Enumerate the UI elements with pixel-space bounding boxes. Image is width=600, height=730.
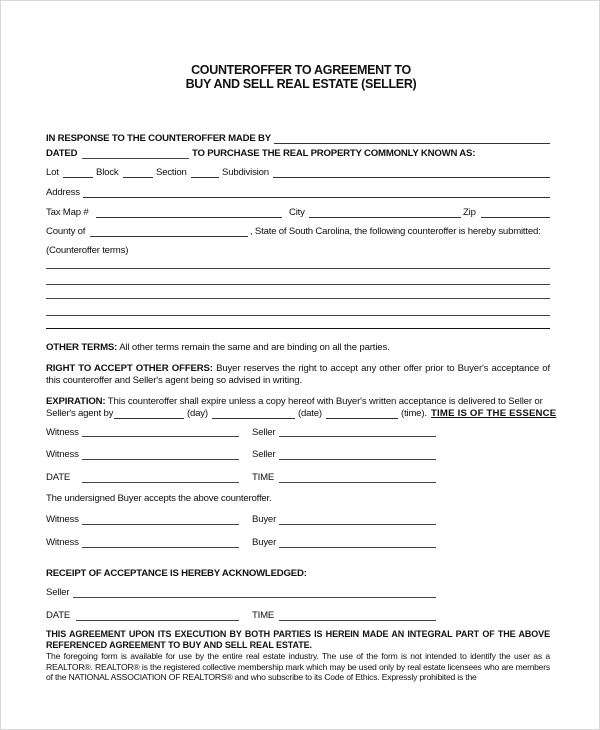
expiration-time-field[interactable] xyxy=(326,418,398,419)
other-terms-paragraph xyxy=(46,342,550,354)
county-label: County of xyxy=(46,226,86,237)
section-label: Section xyxy=(156,167,187,178)
buyer-witness-1-label: Witness xyxy=(46,514,79,525)
seller-date-field[interactable] xyxy=(82,482,239,483)
expiration-agent-by: Seller's agent by xyxy=(46,408,114,419)
block-field[interactable] xyxy=(123,177,153,178)
counteroffer-terms-line-3[interactable] xyxy=(46,298,550,299)
other-terms-text: All other terms remain the same and are binding on all the parties. xyxy=(117,342,390,353)
document-title-line2: BUY AND SELL REAL ESTATE (SELLER) xyxy=(185,77,417,91)
zip-label: Zip xyxy=(463,207,476,218)
witness-2-label: Witness xyxy=(46,449,79,460)
counteroffer-terms-line-1[interactable] xyxy=(46,268,550,269)
subdivision-field[interactable] xyxy=(273,177,550,178)
counteroffer-terms-line-5[interactable] xyxy=(46,328,550,329)
expiration-text: This counteroffer shall expire unless a copy hereof with Buyer's written acceptance is delivered to Seller or xyxy=(105,396,543,407)
lot-label: Lot xyxy=(46,167,59,178)
taxmap-field[interactable] xyxy=(96,217,282,218)
document-title-line1: COUNTEROFFER TO AGREEMENT TO xyxy=(191,63,411,77)
purchase-label: TO PURCHASE THE REAL PROPERTY COMMONLY KNOWN AS: xyxy=(192,148,476,159)
seller-1-label: Seller xyxy=(252,427,276,438)
buyer-witness-2-label: Witness xyxy=(46,537,79,548)
integral-part-text: THIS AGREEMENT UPON ITS EXECUTION BY BOTH PARTIES IS HEREIN MADE AN INTEGRAL PART OF THE ABOVE REFERENCED AGREEMENT TO BUY AND SELL REAL ESTATE. xyxy=(46,629,550,650)
right-to-accept-text: Buyer reserves the right to accept any other offer prior to Buyer's acceptance of this counteroffer and Seller's agent being so advised in writing. xyxy=(46,363,551,386)
dated-label: DATED xyxy=(46,148,78,159)
taxmap-label: Tax Map # xyxy=(46,207,89,218)
state-text: , State of South Carolina, the following counteroffer is hereby submitted: xyxy=(250,226,541,237)
subdivision-label: Subdivision xyxy=(222,167,269,178)
receipt-heading: RECEIPT OF ACCEPTANCE IS HEREBY ACKNOWLEDGED: xyxy=(46,568,307,579)
expiration-date-field[interactable] xyxy=(212,418,295,419)
buyer-witness-2-field[interactable] xyxy=(82,547,239,548)
receipt-date-label: DATE xyxy=(46,610,71,621)
city-label: City xyxy=(289,207,305,218)
right-to-accept-heading: RIGHT TO ACCEPT OTHER OFFERS: xyxy=(46,363,213,374)
time-essence-text: TIME IS OF THE ESSENCE xyxy=(431,408,557,419)
seller-date-label: DATE xyxy=(46,472,71,483)
section-field[interactable] xyxy=(191,177,219,178)
dated-field[interactable] xyxy=(82,158,189,159)
counteroffer-terms-label: (Counteroffer terms) xyxy=(46,245,129,256)
buyer-witness-1-field[interactable] xyxy=(82,524,239,525)
seller-time-label: TIME xyxy=(252,472,275,483)
witness-2-field[interactable] xyxy=(82,459,239,460)
seller-2-label: Seller xyxy=(252,449,276,460)
receipt-date-field[interactable] xyxy=(76,620,239,621)
expiration-date-label: (date) xyxy=(298,408,322,419)
seller-1-field[interactable] xyxy=(279,436,436,437)
expiration-paragraph xyxy=(46,396,550,408)
zip-field[interactable] xyxy=(481,217,550,218)
response-label: IN RESPONSE TO THE COUNTEROFFER MADE BY xyxy=(46,133,271,144)
expiration-day-field[interactable] xyxy=(114,418,184,419)
buyer-accepts-text: The undersigned Buyer accepts the above counteroffer. xyxy=(46,493,272,504)
receipt-seller-field[interactable] xyxy=(73,597,436,598)
witness-1-label: Witness xyxy=(46,427,79,438)
counteroffer-terms-line-4[interactable] xyxy=(46,315,550,316)
lot-field[interactable] xyxy=(63,177,93,178)
counteroffer-terms-line-2[interactable] xyxy=(46,284,550,285)
buyer-2-field[interactable] xyxy=(279,547,436,548)
block-label: Block xyxy=(96,167,119,178)
expiration-day-label: (day) xyxy=(187,408,208,419)
realtor-disclaimer: The foregoing form is available for use by the entire real estate industry. The use of the form is not intended to identify the user as a REALTOR®. REALTOR® is the registered collective membership mark which may be used only by real estate licensees who are members of the NATIONAL ASSOCIATION OF REALTORS® and who subscribe to its Code of Ethics. Expressly prohibited is the xyxy=(46,651,550,683)
buyer-1-field[interactable] xyxy=(279,524,436,525)
county-field[interactable] xyxy=(90,236,248,237)
witness-1-field[interactable] xyxy=(82,436,239,437)
other-terms-heading: OTHER TERMS: xyxy=(46,342,118,353)
expiration-time-label: (time). xyxy=(401,408,427,419)
expiration-heading: EXPIRATION: xyxy=(46,396,106,407)
counteroffer-made-by-field[interactable] xyxy=(274,143,550,144)
buyer-1-label: Buyer xyxy=(252,514,277,525)
city-field[interactable] xyxy=(309,217,461,218)
right-to-accept-paragraph xyxy=(46,363,550,387)
seller-2-field[interactable] xyxy=(279,459,436,460)
receipt-time-field[interactable] xyxy=(279,620,436,621)
receipt-time-label: TIME xyxy=(252,610,275,621)
seller-time-field[interactable] xyxy=(279,482,436,483)
address-label: Address xyxy=(46,187,80,198)
buyer-2-label: Buyer xyxy=(252,537,277,548)
address-field[interactable] xyxy=(83,197,550,198)
receipt-seller-label: Seller xyxy=(46,587,70,598)
